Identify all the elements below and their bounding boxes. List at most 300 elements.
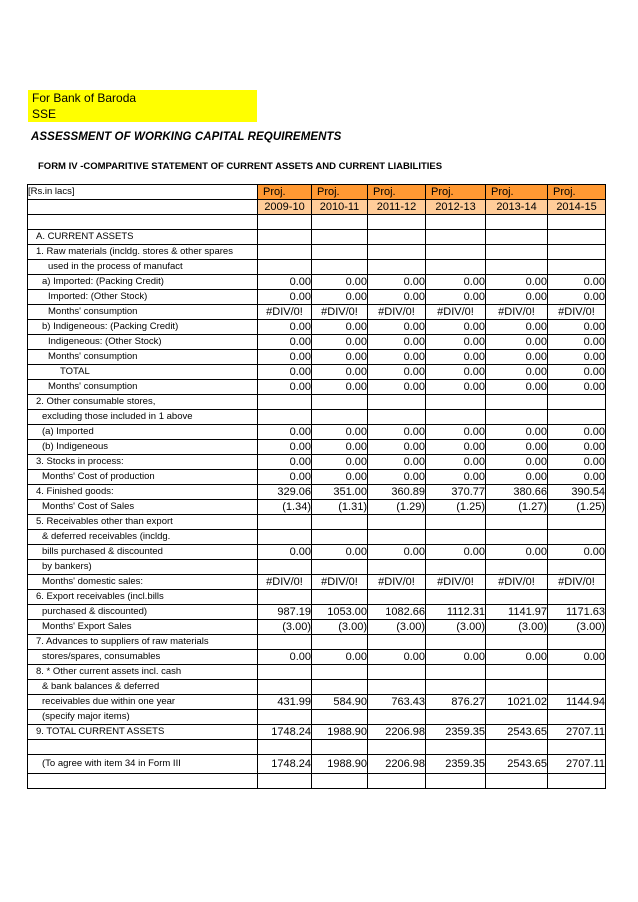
value-cell (368, 740, 426, 755)
value-cell: 2359.35 (426, 755, 486, 774)
value-cell (426, 774, 486, 789)
value-cell (312, 560, 368, 575)
value-cell: (3.00) (548, 620, 606, 635)
value-cell: #DIV/0! (312, 305, 368, 320)
value-cell: 0.00 (548, 290, 606, 305)
value-cell: 0.00 (548, 545, 606, 560)
value-cell: (3.00) (426, 620, 486, 635)
value-cell: 0.00 (258, 545, 312, 560)
value-cell (426, 260, 486, 275)
value-cell: 1748.24 (258, 755, 312, 774)
value-cell (312, 230, 368, 245)
value-cell: 0.00 (486, 320, 548, 335)
value-cell: 360.89 (368, 485, 426, 500)
value-cell (368, 635, 426, 650)
value-cell: 0.00 (548, 335, 606, 350)
value-cell: 0.00 (486, 425, 548, 440)
table-row (28, 605, 606, 620)
value-cell: 0.00 (258, 335, 312, 350)
row-label: excluding those included in 1 above (28, 410, 258, 425)
row-label: Months' Export Sales (28, 620, 258, 635)
value-cell: 0.00 (258, 275, 312, 290)
row-label: bills purchased & discounted (28, 545, 258, 560)
value-cell (368, 665, 426, 680)
value-cell (426, 635, 486, 650)
table-row (28, 665, 606, 680)
value-cell: 0.00 (368, 380, 426, 395)
year-label: 2013-14 (486, 200, 548, 215)
value-cell: 0.00 (426, 365, 486, 380)
table-row (28, 290, 606, 305)
value-cell (312, 665, 368, 680)
value-cell (258, 560, 312, 575)
value-cell (368, 680, 426, 695)
table-row (28, 515, 606, 530)
value-cell: 0.00 (368, 335, 426, 350)
value-cell (426, 590, 486, 605)
value-cell: 0.00 (368, 365, 426, 380)
table-row (28, 275, 606, 290)
value-cell: 0.00 (548, 455, 606, 470)
value-cell: #DIV/0! (368, 305, 426, 320)
value-cell: 0.00 (426, 380, 486, 395)
value-cell (426, 710, 486, 725)
row-label: Months' consumption (28, 380, 258, 395)
value-cell: 0.00 (368, 275, 426, 290)
row-label: b) Indigeneous: (Packing Credit) (28, 320, 258, 335)
row-label: Imported: (Other Stock) (28, 290, 258, 305)
table-row (28, 260, 606, 275)
row-label: Months' Cost of Sales (28, 500, 258, 515)
value-cell (312, 530, 368, 545)
value-cell: 0.00 (312, 470, 368, 485)
value-cell (368, 245, 426, 260)
header-row-years (28, 200, 606, 215)
year-label: 2012-13 (426, 200, 486, 215)
value-cell: 0.00 (258, 440, 312, 455)
row-label: 7. Advances to suppliers of raw materials (28, 635, 258, 650)
value-cell: 0.00 (426, 650, 486, 665)
value-cell: (1.31) (312, 500, 368, 515)
value-cell: 1141.97 (486, 605, 548, 620)
value-cell (486, 515, 548, 530)
value-cell (258, 590, 312, 605)
row-label: (a) Imported (28, 425, 258, 440)
value-cell (368, 395, 426, 410)
value-cell: 1748.24 (258, 725, 312, 740)
value-cell (486, 560, 548, 575)
value-cell: 0.00 (258, 350, 312, 365)
table-row (28, 365, 606, 380)
value-cell: 0.00 (426, 335, 486, 350)
value-cell: 763.43 (368, 695, 426, 710)
value-cell: #DIV/0! (548, 575, 606, 590)
table-row (28, 740, 606, 755)
row-label: 3. Stocks in process: (28, 455, 258, 470)
value-cell: 0.00 (258, 650, 312, 665)
value-cell: #DIV/0! (486, 575, 548, 590)
value-cell (486, 410, 548, 425)
value-cell: 0.00 (312, 335, 368, 350)
value-cell: 0.00 (426, 290, 486, 305)
row-label: a) Imported: (Packing Credit) (28, 275, 258, 290)
value-cell: #DIV/0! (426, 575, 486, 590)
value-cell (312, 260, 368, 275)
table-row (28, 305, 606, 320)
value-cell: #DIV/0! (258, 305, 312, 320)
value-cell: 0.00 (258, 320, 312, 335)
value-cell (312, 410, 368, 425)
value-cell: 0.00 (486, 440, 548, 455)
value-cell (486, 635, 548, 650)
value-cell (548, 245, 606, 260)
table-row (28, 425, 606, 440)
value-cell (258, 230, 312, 245)
value-cell (548, 740, 606, 755)
row-label: 2. Other consumable stores, (28, 395, 258, 410)
table-row (28, 590, 606, 605)
table-row (28, 470, 606, 485)
row-label: Months' domestic sales: (28, 575, 258, 590)
value-cell: 2206.98 (368, 755, 426, 774)
value-cell (548, 665, 606, 680)
value-cell: 0.00 (486, 365, 548, 380)
value-cell: 0.00 (486, 470, 548, 485)
value-cell (486, 530, 548, 545)
table-row (28, 230, 606, 245)
value-cell: (1.29) (368, 500, 426, 515)
value-cell: 0.00 (548, 350, 606, 365)
value-cell (312, 215, 368, 230)
value-cell: 0.00 (258, 425, 312, 440)
value-cell: 0.00 (312, 350, 368, 365)
value-cell: #DIV/0! (312, 575, 368, 590)
value-cell (486, 710, 548, 725)
proj-label: Proj. (486, 185, 548, 200)
value-cell: 0.00 (486, 545, 548, 560)
value-cell (312, 515, 368, 530)
value-cell (258, 515, 312, 530)
value-cell: 390.54 (548, 485, 606, 500)
value-cell: 0.00 (258, 365, 312, 380)
value-cell: 0.00 (312, 455, 368, 470)
value-cell (312, 774, 368, 789)
value-cell (548, 560, 606, 575)
row-label: (specify major items) (28, 710, 258, 725)
row-label (28, 774, 258, 789)
value-cell (548, 590, 606, 605)
row-label: Indigeneous: (Other Stock) (28, 335, 258, 350)
table-row (28, 410, 606, 425)
proj-label: Proj. (258, 185, 312, 200)
value-cell: 1112.31 (426, 605, 486, 620)
value-cell: 1144.94 (548, 695, 606, 710)
table-row (28, 530, 606, 545)
value-cell: (3.00) (258, 620, 312, 635)
value-cell (368, 260, 426, 275)
value-cell: 0.00 (258, 380, 312, 395)
row-label (28, 215, 258, 230)
row-label (28, 740, 258, 755)
value-cell: 0.00 (368, 290, 426, 305)
value-cell: 0.00 (426, 425, 486, 440)
bank-name: For Bank of Baroda (32, 91, 137, 105)
value-cell (426, 215, 486, 230)
value-cell: 0.00 (368, 470, 426, 485)
value-cell (368, 410, 426, 425)
value-cell (486, 680, 548, 695)
value-cell: 0.00 (486, 350, 548, 365)
table-row (28, 395, 606, 410)
value-cell (486, 740, 548, 755)
proj-label: Proj. (426, 185, 486, 200)
value-cell (312, 395, 368, 410)
value-cell (426, 665, 486, 680)
value-cell (548, 215, 606, 230)
row-label: receivables due within one year (28, 695, 258, 710)
value-cell (548, 710, 606, 725)
row-label: Months' consumption (28, 350, 258, 365)
value-cell: 0.00 (312, 545, 368, 560)
value-cell (258, 395, 312, 410)
table-row (28, 774, 606, 789)
table-row (28, 245, 606, 260)
value-cell (258, 245, 312, 260)
table-row (28, 560, 606, 575)
row-label: & bank balances & deferred (28, 680, 258, 695)
value-cell (312, 635, 368, 650)
year-label: 2011-12 (368, 200, 426, 215)
value-cell (368, 710, 426, 725)
value-cell: 584.90 (312, 695, 368, 710)
value-cell (548, 774, 606, 789)
value-cell: 0.00 (368, 650, 426, 665)
value-cell: (3.00) (486, 620, 548, 635)
value-cell (312, 245, 368, 260)
value-cell: 0.00 (548, 650, 606, 665)
value-cell (486, 215, 548, 230)
table-row (28, 455, 606, 470)
value-cell: 2707.11 (548, 725, 606, 740)
value-cell (258, 710, 312, 725)
table-row (28, 320, 606, 335)
table-row (28, 695, 606, 710)
value-cell (486, 260, 548, 275)
value-cell (426, 395, 486, 410)
value-cell: #DIV/0! (486, 305, 548, 320)
value-cell (426, 560, 486, 575)
row-label: & deferred receivables (incldg. (28, 530, 258, 545)
value-cell (426, 410, 486, 425)
row-label: by bankers) (28, 560, 258, 575)
row-label: (To agree with item 34 in Form III (28, 755, 258, 774)
value-cell (486, 245, 548, 260)
value-cell: 0.00 (368, 545, 426, 560)
row-label: Months' consumption (28, 305, 258, 320)
value-cell: 329.06 (258, 485, 312, 500)
value-cell: 987.19 (258, 605, 312, 620)
value-cell: 0.00 (426, 350, 486, 365)
table-row (28, 710, 606, 725)
value-cell: 2543.65 (486, 755, 548, 774)
value-cell (258, 680, 312, 695)
value-cell (426, 515, 486, 530)
row-label: TOTAL (28, 365, 258, 380)
row-label: stores/spares, consumables (28, 650, 258, 665)
value-cell (368, 590, 426, 605)
value-cell (258, 774, 312, 789)
header-blank-cell (28, 200, 258, 215)
value-cell (258, 740, 312, 755)
value-cell: 0.00 (312, 650, 368, 665)
value-cell: 0.00 (258, 290, 312, 305)
value-cell: #DIV/0! (368, 575, 426, 590)
bank-label-box (28, 90, 257, 122)
value-cell (312, 740, 368, 755)
value-cell (312, 590, 368, 605)
table-row (28, 755, 606, 774)
value-cell: 0.00 (368, 440, 426, 455)
value-cell: 2206.98 (368, 725, 426, 740)
value-cell: 0.00 (548, 425, 606, 440)
value-cell: #DIV/0! (548, 305, 606, 320)
table-row (28, 620, 606, 635)
row-label: used in the process of manufact (28, 260, 258, 275)
value-cell (258, 215, 312, 230)
value-cell (368, 215, 426, 230)
value-cell (548, 260, 606, 275)
value-cell: 380.66 (486, 485, 548, 500)
value-cell: 1988.90 (312, 755, 368, 774)
value-cell (258, 530, 312, 545)
header-row-proj (28, 185, 606, 200)
value-cell: 0.00 (486, 650, 548, 665)
value-cell: 0.00 (312, 320, 368, 335)
value-cell (312, 710, 368, 725)
value-cell: (3.00) (368, 620, 426, 635)
value-cell: 0.00 (548, 380, 606, 395)
value-cell: 0.00 (486, 455, 548, 470)
value-cell (486, 774, 548, 789)
table-row (28, 440, 606, 455)
value-cell (258, 635, 312, 650)
value-cell: 2359.35 (426, 725, 486, 740)
unit-label: [Rs.in lacs] (28, 185, 258, 200)
branch-name: SSE (32, 107, 57, 121)
table-row (28, 350, 606, 365)
document-title: ASSESSMENT OF WORKING CAPITAL REQUIREMENTS (31, 131, 342, 143)
row-label: (b) Indigeneous (28, 440, 258, 455)
value-cell (426, 530, 486, 545)
table-row (28, 335, 606, 350)
row-label: Months' Cost of production (28, 470, 258, 485)
value-cell: 0.00 (258, 470, 312, 485)
value-cell: (1.34) (258, 500, 312, 515)
value-cell: 0.00 (312, 440, 368, 455)
value-cell: 0.00 (486, 290, 548, 305)
value-cell (548, 395, 606, 410)
value-cell: 0.00 (548, 320, 606, 335)
value-cell: 0.00 (548, 365, 606, 380)
value-cell: 0.00 (548, 470, 606, 485)
value-cell: (3.00) (312, 620, 368, 635)
value-cell (312, 680, 368, 695)
value-cell: 1988.90 (312, 725, 368, 740)
value-cell: 0.00 (368, 320, 426, 335)
row-label: 8. * Other current assets incl. cash (28, 665, 258, 680)
value-cell (368, 774, 426, 789)
value-cell: 1021.02 (486, 695, 548, 710)
value-cell: 0.00 (258, 455, 312, 470)
value-cell: (1.27) (486, 500, 548, 515)
value-cell: 2543.65 (486, 725, 548, 740)
year-label: 2014-15 (548, 200, 606, 215)
table-row (28, 575, 606, 590)
value-cell: 0.00 (426, 455, 486, 470)
value-cell: 0.00 (312, 380, 368, 395)
document-subtitle: FORM IV -COMPARITIVE STATEMENT OF CURRENT ASSETS AND CURRENT LIABILITIES (38, 161, 443, 172)
row-label: 1. Raw materials (incldg. stores & other spares (28, 245, 258, 260)
value-cell: 0.00 (368, 350, 426, 365)
value-cell (486, 230, 548, 245)
row-label: 4. Finished goods: (28, 485, 258, 500)
value-cell (258, 665, 312, 680)
value-cell (426, 680, 486, 695)
value-cell: 0.00 (548, 440, 606, 455)
value-cell (258, 410, 312, 425)
value-cell: (1.25) (426, 500, 486, 515)
value-cell: 0.00 (368, 425, 426, 440)
value-cell: 0.00 (312, 290, 368, 305)
row-label: A. CURRENT ASSETS (28, 230, 258, 245)
value-cell: 0.00 (426, 545, 486, 560)
table-row (28, 485, 606, 500)
value-cell: 0.00 (548, 275, 606, 290)
value-cell: 0.00 (426, 275, 486, 290)
value-cell: 0.00 (486, 275, 548, 290)
table-row (28, 545, 606, 560)
table-row (28, 635, 606, 650)
value-cell (486, 665, 548, 680)
value-cell: 0.00 (486, 380, 548, 395)
proj-label: Proj. (548, 185, 606, 200)
value-cell (426, 245, 486, 260)
value-cell: 1171.63 (548, 605, 606, 620)
value-cell: 370.77 (426, 485, 486, 500)
value-cell (368, 560, 426, 575)
value-cell: #DIV/0! (258, 575, 312, 590)
value-cell (548, 410, 606, 425)
row-label: 5. Receivables other than export (28, 515, 258, 530)
year-label: 2009-10 (258, 200, 312, 215)
value-cell: 0.00 (486, 335, 548, 350)
value-cell: 0.00 (312, 275, 368, 290)
value-cell: 876.27 (426, 695, 486, 710)
value-cell: 0.00 (312, 425, 368, 440)
row-label: 9. TOTAL CURRENT ASSETS (28, 725, 258, 740)
value-cell: 0.00 (426, 440, 486, 455)
year-label: 2010-11 (312, 200, 368, 215)
table-row (28, 500, 606, 515)
value-cell (368, 230, 426, 245)
value-cell (548, 680, 606, 695)
proj-label: Proj. (312, 185, 368, 200)
value-cell: 0.00 (312, 365, 368, 380)
table-row (28, 650, 606, 665)
value-cell (548, 230, 606, 245)
table-row (28, 725, 606, 740)
value-cell: 1053.00 (312, 605, 368, 620)
